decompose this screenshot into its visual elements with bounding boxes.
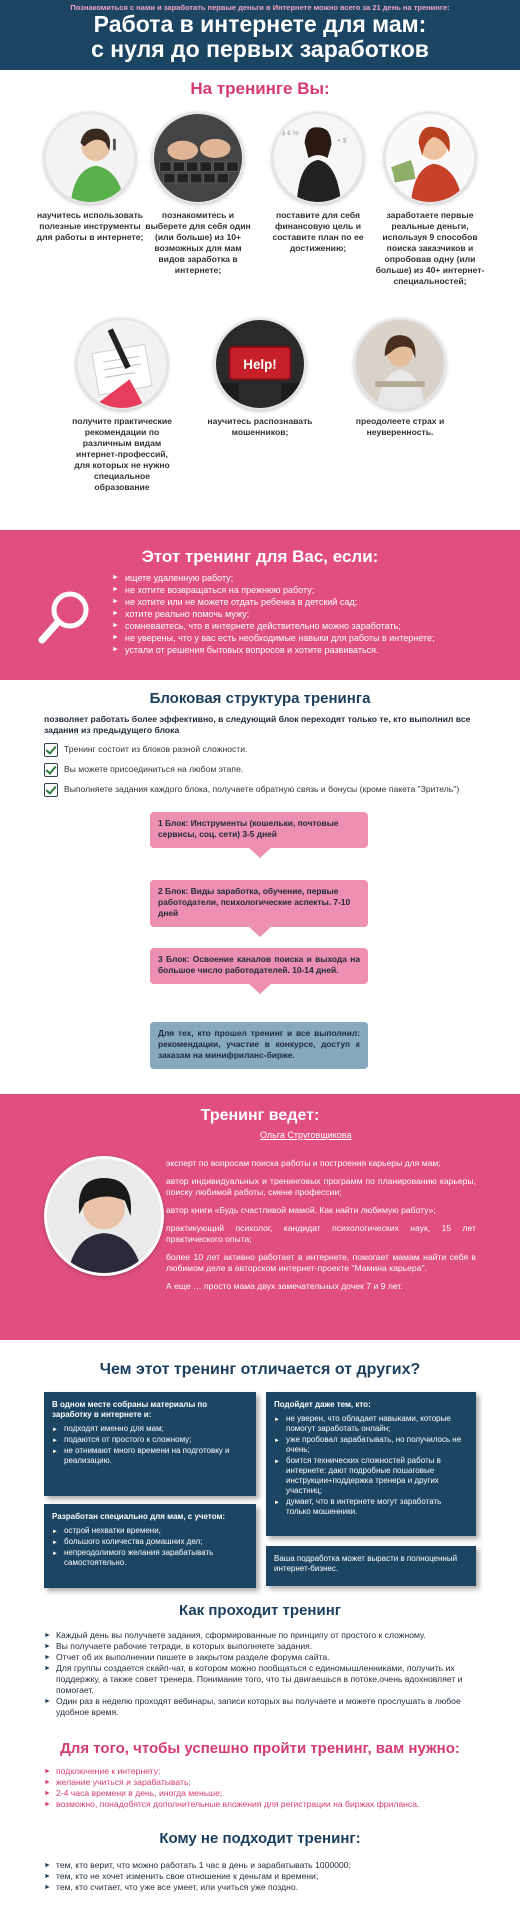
checkbox-icon: [44, 783, 58, 797]
list-item: ► Вы получаете рабочие тетради, в которых выполняете задания.: [44, 1641, 484, 1652]
feature-box-heading: В одном месте собраны материалы по заработку в интернете и:: [52, 1400, 208, 1419]
list-item: ► острой нехватки времени,: [52, 1526, 248, 1536]
benefit-text-6: научитесь распознавать мошенников;: [207, 416, 313, 437]
list-item: ► большого количества домашних дел;: [52, 1537, 248, 1547]
trainer-bio-para: А еще … просто мама двух замечательных дочек 7 и 9 лет.: [166, 1281, 403, 1291]
list-item: ► тем, кто верит, что можно работать 1 час в день и зарабатывать 1000000;: [44, 1860, 484, 1871]
need-list: [44, 1766, 484, 1810]
training-block-final: Для тех, кто прошел тренинг и все выполнил: рекомендации, участие в конкурсе, доступ к заказам на минифриланс-бирже.: [150, 1022, 368, 1069]
for-you-title: Этот тренинг для Вас, если:: [141, 547, 379, 566]
benefit-photo-5: [76, 318, 168, 410]
feature-box-materials: [44, 1392, 256, 1496]
how-title: Как проходит тренинг: [179, 1602, 341, 1619]
list-item: ► ищете удаленную работу;: [112, 572, 492, 584]
benefit-photo-4: [384, 112, 476, 204]
list-item: ► не уверен, что обладает навыками, которые помогут заработать онлайн;: [274, 1414, 468, 1434]
trainer-title: Тренинг ведет:: [200, 1107, 320, 1124]
trainer-bio-para: практикующий психолог, кандидат психологических наук, 15 лет практического опыта;: [166, 1223, 476, 1244]
arrow-down-icon: [249, 848, 271, 858]
differences-title: Чем этот тренинг отличается от других?: [99, 1361, 421, 1378]
check-item: Выполняете задания каждого блока, получаете обратную связь и бонусы (кроме пакета "Зритель"): [44, 784, 484, 795]
page-title-line2: с нуля до первых заработков: [91, 36, 429, 63]
list-item: ► подключение к интернету;: [44, 1766, 484, 1777]
training-block-3: 3 Блок: Освоение каналов поиска и выхода на большое число работодателей. 10-14 дней.: [150, 948, 368, 984]
training-block-1: 1 Блок: Инструменты (кошельки, почтовые сервисы, соц. сети) 3-5 дней: [150, 812, 368, 848]
feature-box-text: Ваша подработка может вырасти в полноценный интернет-бизнес.: [274, 1554, 458, 1573]
benefit-text-2: познакомитесь и выберете для себя один (или больше) из 10+ возможных для мам видов заработка в интернете;: [145, 210, 251, 275]
benefit-photo-1: [44, 112, 136, 204]
benefit-text-7: преодолеете страх и неуверенность.: [355, 416, 445, 437]
benefit-photo-7: [354, 318, 446, 410]
trainer-bio-para: эксперт по вопросам поиска работы и построения карьеры для мам;: [166, 1158, 441, 1168]
benefit-photo-6: [214, 318, 306, 410]
structure-title: Блоковая структура тренинга: [149, 690, 371, 707]
feature-box-heading: Подойдет даже тем, кто:: [274, 1400, 371, 1409]
page-title-line1: Работа в интернете для мам:: [93, 11, 427, 38]
feature-box-business: [266, 1546, 476, 1586]
how-list: [44, 1630, 484, 1718]
page-header: [0, 0, 520, 70]
checkbox-icon: [44, 743, 58, 757]
feature-box-for-moms: [44, 1504, 256, 1588]
header-tagline: Познакомиться с нами и заработать первые деньги в Интернете можно всего за 21 день на тренинге:: [70, 3, 450, 12]
for-you-section: [0, 530, 520, 680]
benefits-title: На тренинге Вы:: [190, 79, 330, 98]
svg-text:+ $: + $: [337, 137, 347, 145]
list-item: ► уже пробовал зарабатывать, но получилось не очень;: [274, 1435, 468, 1455]
trainer-bio-para: автор индивидуальных и тренинговых программ по планированию карьеры, поиску любимой работы, смене профессии;: [166, 1176, 476, 1197]
list-item: ► желание учиться и зарабатывать;: [44, 1777, 484, 1788]
feature-box-suitable: [266, 1392, 476, 1536]
trainer-bio-para: автор книги «Будь счастливой мамой. Как найти любимую работу»;: [166, 1205, 436, 1215]
svg-text:$ € %: $ € %: [281, 130, 299, 138]
list-item: ► не хотите возвращаться на прежнюю работу;: [112, 584, 492, 596]
list-item: ► тем, кто не хочет изменить свое отношение к деньгам и времени;: [44, 1871, 484, 1882]
list-item: ► устали от решения бытовых вопросов и хотите развиваться.: [112, 644, 492, 656]
trainer-photo: [44, 1156, 164, 1276]
list-item: ► подаются от простого к сложному;: [52, 1435, 248, 1445]
list-item: ► думает, что в интернете могут заработать только мошенники.: [274, 1497, 468, 1517]
benefit-text-4: заработаете первые реальные деньги, используя 9 способов поиска заказчиков и опробовав одну (или больше) из 40+ интернет-специальностей;: [375, 210, 485, 286]
list-item: ► Один раз в неделю проходят вебинары, записи которых вы получаете и можете прослушать в любое удобное время.: [44, 1696, 484, 1718]
list-item: ► Для группы создается скайп-чат, в котором можно пообщаться с единомышленниками, получить их поддержку, а также совет тренера. Понимание того, что ты двигаешься в потоке,очень вдохновляет и помогает.: [44, 1663, 484, 1696]
training-block-2: 2 Блок: Виды заработка, обучение, первые работодатели, психологические аспекты. 7-10 дней: [150, 880, 368, 927]
for-you-list: [112, 572, 492, 656]
arrow-down-icon: [249, 984, 271, 994]
trainer-section: [0, 1094, 520, 1340]
list-item: ► не отнимают много времени на подготовку и реализацию.: [52, 1446, 248, 1466]
help-key-label: Help!: [243, 356, 277, 372]
list-item: ► хотите реально помочь мужу;: [112, 608, 492, 620]
not-for-title: Кому не подходит тренинг:: [159, 1830, 361, 1847]
trainer-bio: [166, 1158, 476, 1299]
list-item: ► не уверены, что у вас есть необходимые навыки для работы в интернете;: [112, 632, 492, 644]
check-item: Вы можете присоединиться на любом этапе.: [44, 764, 484, 775]
list-item: ► тем, кто считает, что уже все умеет, или учиться уже поздно.: [44, 1882, 484, 1893]
not-for-list: [44, 1860, 484, 1893]
need-title: Для того, чтобы успешно пройти тренинг, вам нужно:: [60, 1740, 460, 1757]
list-item: ► Отчет об их выполнении пишете в закрытом разделе форума сайта.: [44, 1652, 484, 1663]
benefit-photo-2: [152, 112, 244, 204]
structure-intro: позволяет работать более эффективно, в следующий блок переходят только те, кто выполнил все задания из предыдущего блока: [44, 714, 471, 735]
benefit-photo-3: [272, 112, 364, 204]
list-item: ► возможно, понадобятся дополнительные вложения для регистрации на биржах фриланса.: [44, 1799, 484, 1810]
list-item: ► Каждый день вы получаете задания, сформированные по принципу от простого к сложному.: [44, 1630, 484, 1641]
feature-box-heading: Разработан специально для мам, с учетом:: [52, 1512, 226, 1521]
list-item: ► непреодолимого желания зарабатывать самостоятельно.: [52, 1548, 248, 1568]
list-item: ► боится технических сложностей работы в интернете: дают подробные пошаговые инструкции+поддержка тренера и других участниц;: [274, 1456, 468, 1496]
benefit-text-5: получите практические рекомендации по различным видам интернет-профессий, для которых не нужно специальное образование: [72, 416, 172, 492]
list-item: ► не хотите или не можете отдать ребенка в детский сад;: [112, 596, 492, 608]
list-item: ► сомневаетесь, что в интернете действительно можно заработать;: [112, 620, 492, 632]
benefit-text-3: поставите для себя финансовую цель и составите план по ее достижению;: [272, 210, 364, 253]
benefit-text-1: научитесь использовать полезные инструменты для работы в интернете;: [36, 210, 144, 242]
trainer-name-link[interactable]: Ольга Струговщикова: [260, 1130, 352, 1140]
check-item: Тренинг состоит из блоков разной сложности.: [44, 744, 484, 755]
checkbox-icon: [44, 763, 58, 777]
list-item: ► подходят именно для мам;: [52, 1424, 248, 1434]
magnifier-icon: [36, 586, 96, 649]
trainer-bio-para: более 10 лет активно работает в интернете, помогает мамам найти себя в любимом деле в авторском интернет-проекте "Мамина карьера".: [166, 1252, 476, 1273]
arrow-down-icon: [249, 927, 271, 937]
list-item: ► 2-4 часа времени в день, иногда меньше;: [44, 1788, 484, 1799]
